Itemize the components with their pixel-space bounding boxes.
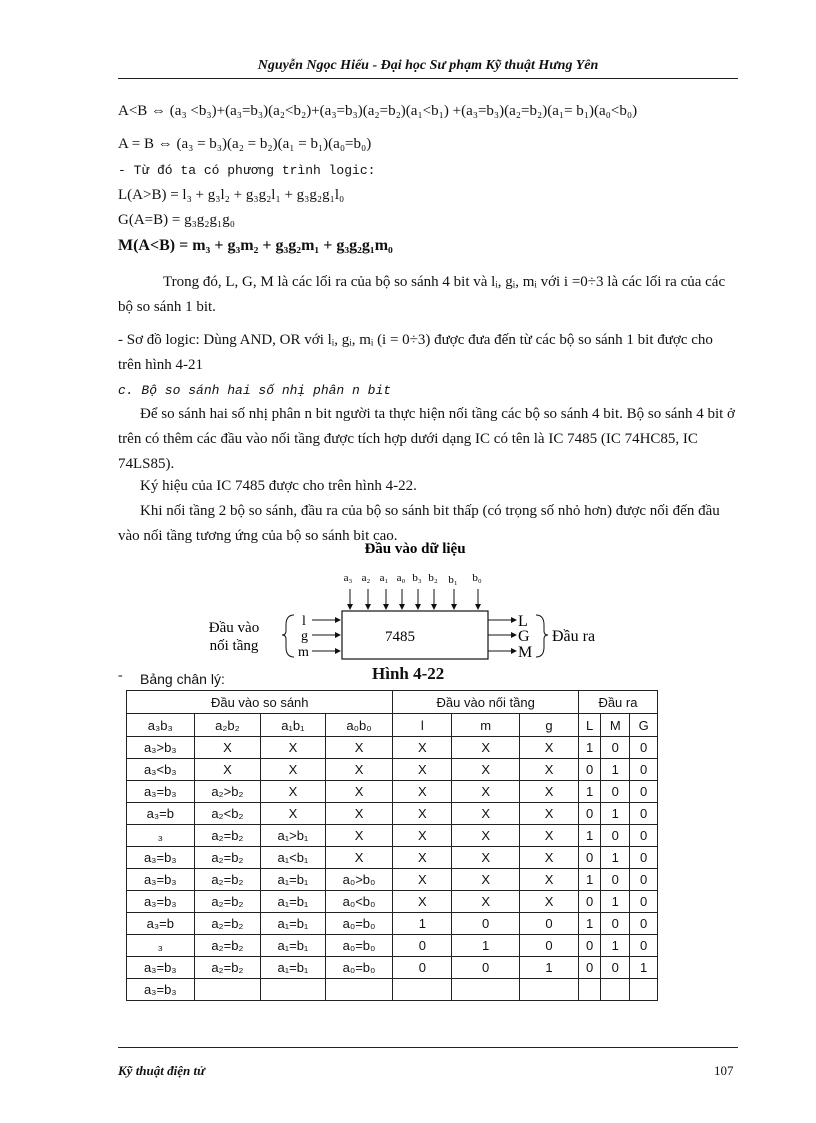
table-cell: 1 (578, 781, 600, 803)
ic-7485-diagram (190, 535, 630, 685)
outputs-label: Đầu ra (552, 628, 596, 645)
pin-b2-label: b₂ (428, 572, 438, 584)
table-cell: ₃ (127, 825, 195, 847)
table-cell: 0 (578, 803, 600, 825)
table-row (127, 869, 658, 891)
table-cell: X (261, 781, 325, 803)
table-cell: a₀=b₀ (325, 957, 393, 979)
table-cell (261, 979, 325, 1001)
table-cell: 1 (601, 803, 630, 825)
table-cell: a₃=b (127, 913, 195, 935)
table-cell: X (452, 803, 520, 825)
output-L-label: L (518, 613, 528, 630)
truth-table-group-header (127, 691, 658, 714)
pin-a0-label: a₀ (396, 572, 406, 584)
table-cell: 0 (578, 891, 600, 913)
table-cell: X (393, 847, 452, 869)
table-cell: 0 (630, 847, 658, 869)
column-header: L (578, 714, 600, 737)
table-cell: a₃=b₃ (127, 957, 195, 979)
table-cell (520, 979, 579, 1001)
table-cell: a₂=b₂ (194, 891, 261, 913)
table-cell: a₂<b₂ (194, 803, 261, 825)
input-l-label: l (302, 614, 306, 629)
column-header: m (452, 714, 520, 737)
truth-table-body (127, 737, 658, 1001)
page-number: 107 (714, 1063, 734, 1078)
column-header: g (520, 714, 579, 737)
truth-table (126, 690, 658, 1001)
paragraph-outputs: Trong đó, L, G, M là các lối ra của bộ so sánh 4 bit và lᵢ, gᵢ, mᵢ với i =0÷3 là các lối ra của các bộ so sánh 1 bit. (118, 274, 726, 315)
table-cell: X (520, 869, 579, 891)
table-cell: a₂=b₂ (194, 957, 261, 979)
table-row (127, 913, 658, 935)
formula-L: L(A>B) = l₃ + g₃l₂ + g₃g₂l₁ + g₃g₂g₁l₀ (118, 187, 345, 203)
table-cell: 0 (630, 891, 658, 913)
input-g-label: g (301, 629, 308, 644)
table-cell: a₀=b₀ (325, 935, 393, 957)
table-cell: X (520, 759, 579, 781)
table-row (127, 759, 658, 781)
table-row (127, 803, 658, 825)
table-cell (578, 979, 600, 1001)
table-cell: 0 (393, 957, 452, 979)
table-cell: X (393, 825, 452, 847)
table-row (127, 979, 658, 1001)
table-cell: 0 (578, 759, 600, 781)
table-cell: 0 (601, 825, 630, 847)
table-cell: 0 (578, 957, 600, 979)
table-cell: 0 (630, 913, 658, 935)
table-cell: X (325, 847, 393, 869)
table-cell: a₁=b₁ (261, 957, 325, 979)
table-cell: 0 (393, 935, 452, 957)
table-cell: X (393, 891, 452, 913)
table-cell: 0 (630, 759, 658, 781)
table-cell: a₃=b₃ (127, 979, 195, 1001)
group-header-outputs: Đầu ra (578, 691, 657, 714)
table-cell: 1 (601, 935, 630, 957)
table-intro: Bảng chân lý: (140, 671, 225, 687)
table-cell: 0 (578, 935, 600, 957)
logic-intro: - Từ đó ta có phương trình logic: (118, 163, 376, 178)
table-cell: 0 (630, 803, 658, 825)
table-cell: a₃=b₃ (127, 847, 195, 869)
table-cell: 0 (520, 935, 579, 957)
table-cell: a₁=b₁ (261, 913, 325, 935)
table-cell: a₁=b₁ (261, 869, 325, 891)
table-cell: 1 (630, 957, 658, 979)
formula-a-lt-b: A<B ⇔ (a₃ <b₃)+(a₃=b₃)(a₂<b₂)+(a₃=b₃)(a₂=b₂)(a₁<b₁) +(a₃=b₃)(a₂=b₂)(a₁= b₁)(a₀<b₀) (118, 103, 638, 119)
table-cell: X (452, 759, 520, 781)
table-cell: 0 (601, 781, 630, 803)
table-cell: 0 (452, 957, 520, 979)
table-row (127, 891, 658, 913)
table-cell: X (520, 803, 579, 825)
table-cell: 0 (630, 781, 658, 803)
cascade-label-2: nối tầng (209, 638, 259, 654)
table-cell (325, 979, 393, 1001)
table-cell: a₁<b₁ (261, 847, 325, 869)
table-cell: a₂=b₂ (194, 825, 261, 847)
pin-b3-label: b₃ (412, 572, 422, 584)
chip-body (342, 611, 488, 659)
pin-a1-label: a₁ (379, 572, 389, 584)
table-cell: 0 (630, 825, 658, 847)
table-cell: 0 (601, 957, 630, 979)
pin-a3-label: a₃ (343, 572, 353, 584)
table-cell: a₁=b₁ (261, 891, 325, 913)
footer-rule (118, 1047, 738, 1048)
input-m-label: m (298, 645, 309, 660)
table-cell: X (325, 825, 393, 847)
table-row (127, 935, 658, 957)
table-cell: X (520, 847, 579, 869)
group-header-cascade: Đầu vào nối tầng (393, 691, 578, 714)
table-row (127, 825, 658, 847)
table-cell: 0 (601, 869, 630, 891)
table-cell: a₃=b₃ (127, 781, 195, 803)
table-cell: X (393, 869, 452, 891)
formula-a-eq-b: A = B ⇔ (a₃ = b₃)(a₂ = b₂)(a₁ = b₁)(a₀=b₀) (118, 136, 372, 152)
table-cell: X (452, 781, 520, 803)
table-cell: 1 (578, 913, 600, 935)
table-cell: a₁>b₁ (261, 825, 325, 847)
table-cell: a₀>b₀ (325, 869, 393, 891)
table-cell: X (393, 803, 452, 825)
table-cell: X (261, 737, 325, 759)
table-cell: 1 (601, 891, 630, 913)
table-cell: 0 (601, 737, 630, 759)
table-cell: X (520, 825, 579, 847)
data-inputs-label: Đầu vào dữ liệu (364, 541, 466, 557)
table-cell (194, 979, 261, 1001)
table-cell: 1 (452, 935, 520, 957)
table-row (127, 781, 658, 803)
formula-M: M(A<B) = m₃ + g₃m₂ + g₃g₂m₁ + g₃g₂g₁m₀ (118, 237, 393, 254)
table-cell: ₃ (127, 935, 195, 957)
column-header: a₀b₀ (325, 714, 393, 737)
table-cell: 1 (601, 847, 630, 869)
table-cell (630, 979, 658, 1001)
table-cell: 1 (520, 957, 579, 979)
table-cell: X (261, 759, 325, 781)
table-cell: X (325, 737, 393, 759)
table-cell: 1 (578, 869, 600, 891)
table-row (127, 957, 658, 979)
table-cell: 1 (601, 759, 630, 781)
table-cell: X (452, 825, 520, 847)
table-cell: a₁=b₁ (261, 935, 325, 957)
left-brace (282, 615, 294, 657)
bullet-dash: - (118, 668, 123, 683)
output-M-label: M (518, 644, 533, 661)
table-cell: 0 (520, 913, 579, 935)
table-cell: a₃=b (127, 803, 195, 825)
column-header: l (393, 714, 452, 737)
table-cell: a₃>b₃ (127, 737, 195, 759)
table-cell: 0 (601, 913, 630, 935)
paragraph-connection: Khi nối tầng 2 bộ so sánh, đầu ra của bộ so sánh bit thấp (có trọng số nhỏ hơn) được nối đến đầu vào nối tầng tương ứng của bộ so sánh bit cao. (118, 503, 720, 544)
truth-table-column-header (127, 714, 658, 737)
table-cell: X (325, 759, 393, 781)
table-cell (452, 979, 520, 1001)
page-header: Nguyễn Ngọc Hiếu - Đại học Sư phạm Kỹ thuật Hưng Yên (257, 58, 599, 73)
table-cell: X (325, 781, 393, 803)
table-cell: a₀=b₀ (325, 913, 393, 935)
column-header: a₃b₃ (127, 714, 195, 737)
paragraph-symbol: Ký hiệu của IC 7485 được cho trên hình 4-22. (140, 478, 417, 494)
right-brace (536, 615, 548, 657)
pin-b1-label: b₁ (448, 574, 458, 586)
table-cell: X (520, 891, 579, 913)
table-cell: 1 (578, 825, 600, 847)
table-cell: X (393, 781, 452, 803)
table-cell: a₂=b₂ (194, 935, 261, 957)
table-cell: 0 (630, 869, 658, 891)
table-cell: X (194, 759, 261, 781)
column-header: a₂b₂ (194, 714, 261, 737)
group-header-compare: Đầu vào so sánh (127, 691, 393, 714)
table-cell (393, 979, 452, 1001)
column-header: M (601, 714, 630, 737)
table-cell: X (452, 891, 520, 913)
table-cell: X (393, 759, 452, 781)
table-cell: a₂=b₂ (194, 913, 261, 935)
table-row (127, 737, 658, 759)
figure-caption: Hình 4-22 (372, 664, 445, 683)
table-cell: 1 (393, 913, 452, 935)
table-row (127, 847, 658, 869)
pin-a2-label: a₂ (361, 572, 371, 584)
footer-title: Kỹ thuật điện tử (118, 1063, 205, 1078)
paragraph-cascade: Để so sánh hai số nhị phân n bit người ta thực hiện nối tầng các bộ so sánh 4 bit. Bộ so sánh 4 bit ở trên có thêm các đầu vào nối tầng được tích hợp dưới dạng IC có tên là IC 7485 (IC 74HC85, IC 74LS85). (118, 406, 735, 472)
table-cell: 0 (630, 737, 658, 759)
table-cell: 1 (578, 737, 600, 759)
table-cell: X (194, 737, 261, 759)
table-cell: a₂>b₂ (194, 781, 261, 803)
formula-G: G(A=B) = g₃g₂g₁g₀ (118, 212, 235, 228)
table-cell: 0 (578, 847, 600, 869)
column-header: G (630, 714, 658, 737)
table-cell: X (452, 847, 520, 869)
table-cell: X (261, 803, 325, 825)
table-cell: 0 (630, 935, 658, 957)
output-G-label: G (518, 628, 530, 645)
table-cell: a₃=b₃ (127, 869, 195, 891)
section-heading: c. Bộ so sánh hai số nhị phân n bit (118, 383, 392, 398)
table-cell: X (520, 737, 579, 759)
table-cell: X (520, 781, 579, 803)
table-cell: a₃<b₃ (127, 759, 195, 781)
table-cell: a₃=b₃ (127, 891, 195, 913)
paragraph-logic-diagram: - Sơ đồ logic: Dùng AND, OR với lᵢ, gᵢ, mᵢ (i = 0÷3) được đưa đến từ các bộ so sánh 1 bit được cho trên hình 4-21 (118, 332, 713, 373)
table-cell: X (393, 737, 452, 759)
column-header: a₁b₁ (261, 714, 325, 737)
table-cell: a₂=b₂ (194, 869, 261, 891)
pin-b0-label: b₀ (472, 572, 482, 584)
table-cell: X (325, 803, 393, 825)
header-rule (118, 78, 738, 79)
table-cell (601, 979, 630, 1001)
table-cell: X (452, 737, 520, 759)
table-cell: a₂=b₂ (194, 847, 261, 869)
cascade-label-1: Đầu vào (208, 620, 260, 636)
table-cell: a₀<b₀ (325, 891, 393, 913)
chip-label: 7485 (385, 629, 415, 645)
table-cell: X (452, 869, 520, 891)
table-cell: 0 (452, 913, 520, 935)
